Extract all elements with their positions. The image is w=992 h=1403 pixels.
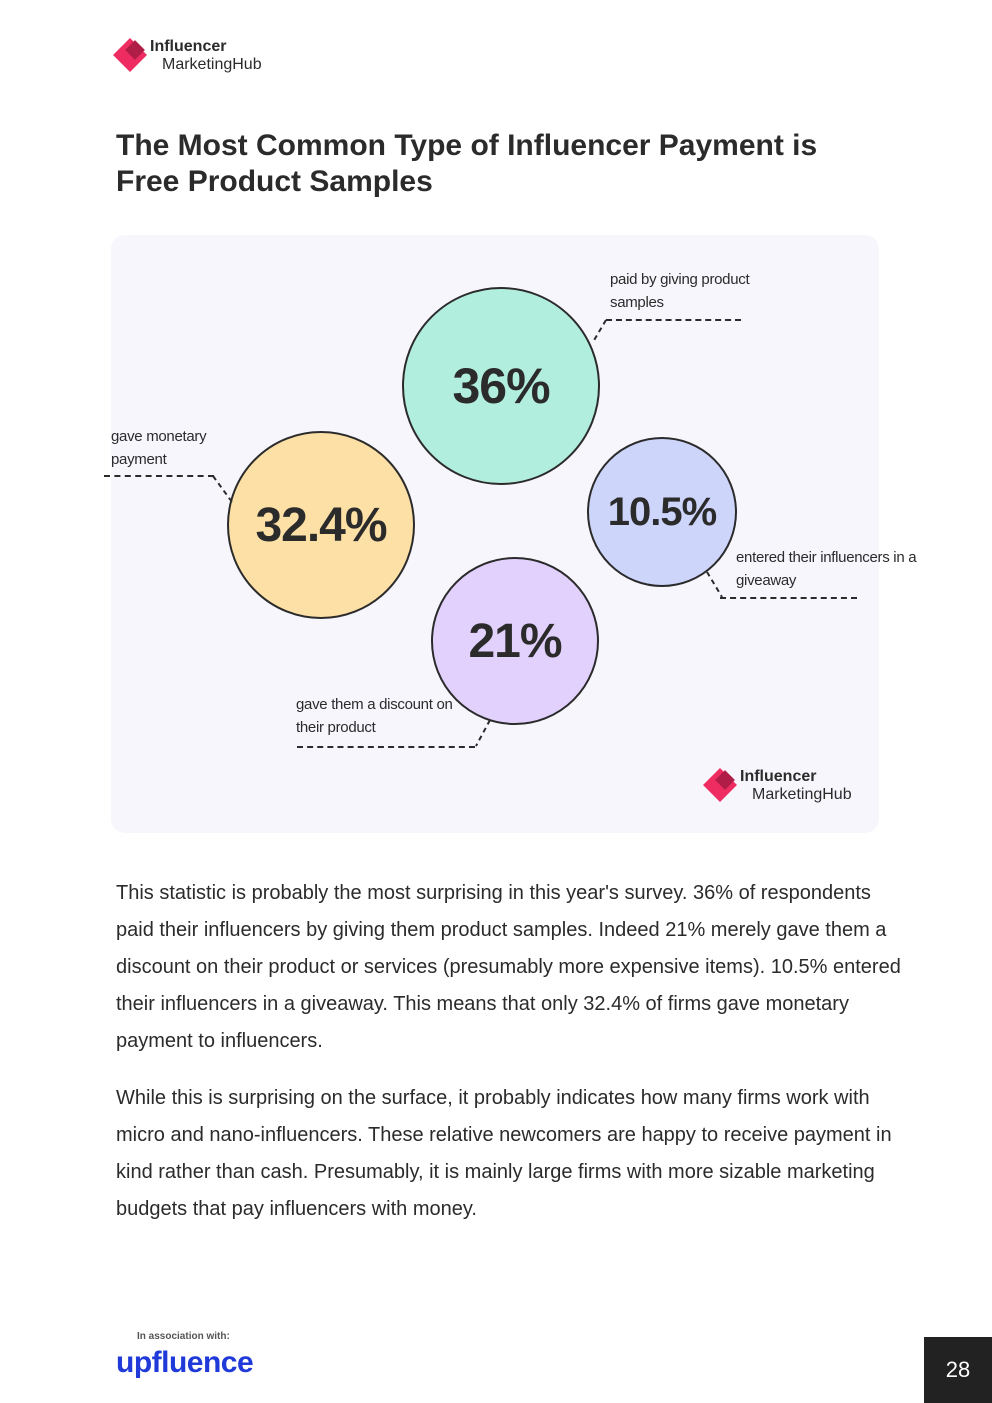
logo-diamond-icon — [114, 39, 148, 73]
logo-line-2: MarketingHub — [752, 786, 852, 803]
label-product-samples: paid by giving product samples — [610, 271, 750, 311]
bubble-giveaway — [587, 437, 737, 587]
label-discount: gave them a discount on their product — [296, 696, 453, 736]
leader-line — [104, 475, 214, 477]
leader-connector — [210, 474, 236, 504]
leader-line — [606, 319, 741, 321]
logo-diamond-icon — [704, 769, 738, 803]
body-paragraph-1: This statistic is probably the most surprising in this year's survey. 36% of respondents paid their influencers by giving them product samples. Indeed 21% merely gave them a discount on their product or services (presumably more expensive items). 10.5% entered their influencers in a giveaway. This means that only 32.4% of firms gave monetary payment to influencers. — [116, 882, 901, 1052]
bubble-product-samples — [402, 287, 600, 485]
header-logo — [114, 38, 262, 74]
bubble-value: 36% — [452, 358, 550, 414]
page-title: The Most Common Type of Influencer Payment is Free Product Samples — [116, 129, 818, 198]
logo-line-1: Influencer — [150, 38, 227, 55]
leader-line — [297, 746, 475, 748]
infographic-logo — [704, 768, 852, 804]
leader-connector — [472, 718, 494, 748]
logo-line-2: MarketingHub — [162, 56, 262, 73]
leader-line — [720, 597, 857, 599]
label-monetary-payment: gave monetary payment — [111, 428, 207, 468]
bubble-value: 32.4% — [255, 498, 387, 552]
leader-connector — [704, 570, 726, 600]
leader-connector — [590, 318, 610, 344]
page-number: 28 — [924, 1337, 992, 1403]
bubble-value: 21% — [468, 614, 562, 668]
association-label: In association with: — [137, 1331, 230, 1342]
label-giveaway: entered their influencers in a giveaway — [736, 549, 917, 589]
logo-line-1: Influencer — [740, 768, 817, 785]
bubble-monetary-payment — [227, 431, 415, 619]
bubble-value: 10.5% — [607, 489, 717, 534]
upfluence-logo: upfluence — [116, 1346, 254, 1379]
body-paragraph-2: While this is surprising on the surface, it probably indicates how many firms work with micro and nano-influencers. These relative newcomers are happy to receive payment in kind rather than cash. Presumably, it is mainly large firms with more sizable marketing budgets that pay influencers with money. — [116, 1087, 892, 1220]
